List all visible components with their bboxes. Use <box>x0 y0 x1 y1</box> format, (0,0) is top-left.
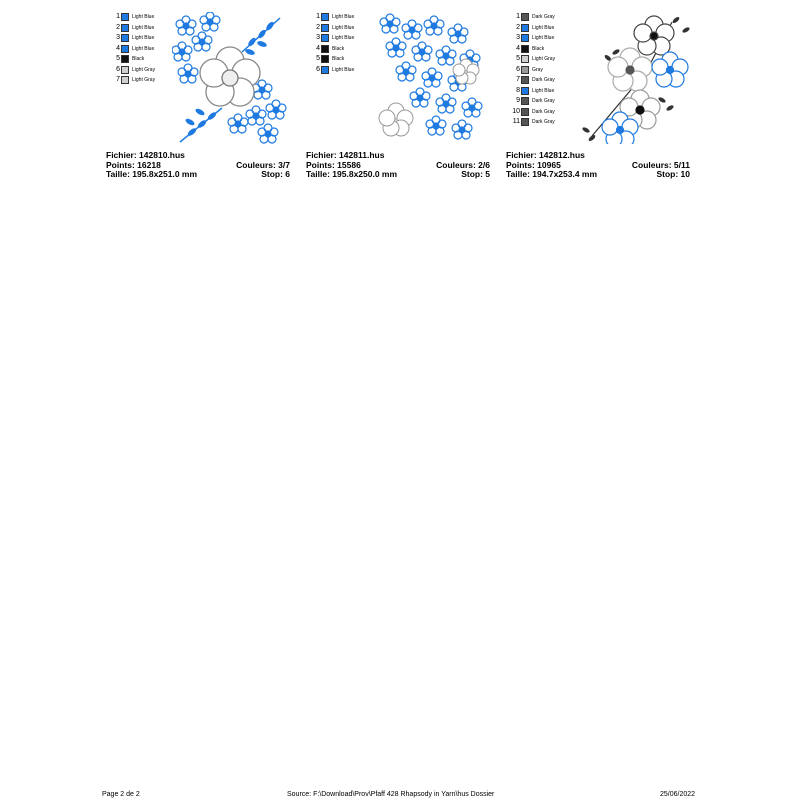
design-card-2 <box>306 12 496 182</box>
thread-number: 8 <box>516 86 520 94</box>
embroidery-preview-image <box>572 12 692 144</box>
thread-color-swatch <box>521 97 529 105</box>
thread-color-swatch <box>521 118 529 126</box>
design-info <box>506 151 690 180</box>
thread-row <box>310 54 380 65</box>
points-count: Points: 15586 <box>306 159 361 170</box>
points-count: Points: 16218 <box>106 159 161 170</box>
thread-color-name: Dark Gray <box>532 77 555 84</box>
thread-row <box>110 12 180 23</box>
thread-color-swatch <box>521 34 529 42</box>
thread-row <box>110 33 180 44</box>
thread-color-swatch <box>321 34 329 42</box>
thread-color-name: Dark Gray <box>532 98 555 105</box>
embroidery-preview-image <box>172 12 292 144</box>
thread-color-swatch <box>521 76 529 84</box>
stop-count: Stop: 5 <box>461 169 490 179</box>
thread-color-swatch <box>321 66 329 74</box>
thread-color-swatch <box>521 108 529 116</box>
design-size: Taille: 195.8x250.0 mm <box>306 169 398 179</box>
thread-number: 5 <box>316 55 320 63</box>
thread-color-name: Gray <box>532 66 543 73</box>
thread-number: 6 <box>516 65 520 73</box>
thread-number: 2 <box>116 23 120 31</box>
thread-row <box>310 65 380 76</box>
thread-row <box>110 44 180 55</box>
thread-row <box>510 86 580 97</box>
file-name: Fichier: 142812.hus <box>506 150 585 160</box>
thread-color-name: Black <box>132 56 145 63</box>
colors-count: Couleurs: 2/6 <box>436 159 490 170</box>
thread-color-swatch <box>121 55 129 63</box>
thread-color-name: Black <box>532 45 545 52</box>
thread-color-swatch <box>321 55 329 63</box>
thread-color-swatch <box>121 45 129 53</box>
design-card-1 <box>106 12 296 182</box>
file-name: Fichier: 142811.hus <box>306 150 385 160</box>
design-size: Taille: 194.7x253.4 mm <box>506 169 598 179</box>
thread-color-name: Light Blue <box>132 45 155 52</box>
thread-color-name: Dark Gray <box>532 119 555 126</box>
thread-number: 10 <box>512 107 520 115</box>
thread-number: 5 <box>116 55 120 63</box>
thread-color-name: Light Blue <box>332 35 355 42</box>
thread-color-name: Light Blue <box>532 35 555 42</box>
thread-row <box>110 23 180 34</box>
thread-color-name: Light Blue <box>332 66 355 73</box>
stop-count: Stop: 10 <box>656 169 690 179</box>
thread-color-name: Light Gray <box>132 66 156 73</box>
thread-color-name: Light Blue <box>132 14 155 21</box>
thread-color-name: Light Blue <box>332 24 355 31</box>
thread-row <box>510 107 580 118</box>
thread-color-swatch <box>521 45 529 53</box>
thread-row <box>110 75 180 86</box>
thread-color-swatch <box>521 66 529 74</box>
thread-row <box>510 12 580 23</box>
source-path: Source: F:\Download\Prov\Pfaff 428 Rhapsody in Yarn\hus Dossier <box>287 791 495 798</box>
thread-row <box>510 75 580 86</box>
thread-color-swatch <box>121 66 129 74</box>
thread-row <box>510 65 580 76</box>
thread-color-swatch <box>121 24 129 32</box>
thread-number: 9 <box>516 97 520 105</box>
colors-count: Couleurs: 3/7 <box>236 159 290 170</box>
thread-number: 2 <box>516 23 520 31</box>
thread-row <box>110 54 180 65</box>
thread-color-name: Dark Gray <box>532 14 555 21</box>
design-size: Taille: 195.8x251.0 mm <box>106 169 198 179</box>
thread-color-swatch <box>321 45 329 53</box>
thread-row <box>310 23 380 34</box>
thread-color-swatch <box>321 13 329 21</box>
thread-row <box>510 54 580 65</box>
thread-color-swatch <box>121 76 129 84</box>
print-date: 25/06/2022 <box>660 791 696 798</box>
thread-color-swatch <box>521 13 529 21</box>
thread-number: 3 <box>316 34 320 42</box>
thread-color-name: Dark Gray <box>532 108 555 115</box>
design-info <box>306 151 490 180</box>
thread-number: 4 <box>316 44 320 52</box>
thread-row <box>310 44 380 55</box>
thread-number: 3 <box>516 34 520 42</box>
thread-number: 7 <box>116 76 120 84</box>
thread-number: 1 <box>316 13 320 21</box>
thread-color-name: Light Gray <box>132 77 156 84</box>
thread-number: 2 <box>316 23 320 31</box>
thread-number: 4 <box>116 44 120 52</box>
thread-color-swatch <box>321 24 329 32</box>
file-name: Fichier: 142810.hus <box>106 150 185 160</box>
thread-row <box>510 117 580 128</box>
thread-number: 6 <box>116 65 120 73</box>
thread-number: 3 <box>116 34 120 42</box>
page-number: Page 2 de 2 <box>102 791 140 798</box>
thread-color-name: Black <box>332 56 345 63</box>
thread-row <box>510 96 580 107</box>
thread-color-name: Black <box>332 45 345 52</box>
colors-count: Couleurs: 5/11 <box>631 159 690 170</box>
thread-row <box>510 23 580 34</box>
thread-number: 4 <box>516 44 520 52</box>
thread-number: 1 <box>116 13 120 21</box>
thread-color-swatch <box>121 34 129 42</box>
thread-color-swatch <box>121 13 129 21</box>
thread-color-name: Light Blue <box>532 87 555 94</box>
thread-number: 11 <box>512 118 520 126</box>
thread-row <box>310 12 380 23</box>
thread-row <box>110 65 180 76</box>
stop-count: Stop: 6 <box>261 169 290 179</box>
thread-color-swatch <box>521 24 529 32</box>
thread-color-name: Light Blue <box>132 35 155 42</box>
thread-palette <box>310 12 380 75</box>
embroidery-preview-image <box>372 12 492 144</box>
thread-number: 7 <box>516 76 520 84</box>
thread-row <box>510 44 580 55</box>
thread-number: 1 <box>516 13 520 21</box>
thread-number: 6 <box>316 65 320 73</box>
thread-color-swatch <box>521 55 529 63</box>
thread-color-name: Light Blue <box>532 24 555 31</box>
thread-palette <box>110 12 180 86</box>
thread-number: 5 <box>516 55 520 63</box>
design-info <box>106 151 290 180</box>
points-count: Points: 10965 <box>506 159 561 170</box>
thread-row <box>510 33 580 44</box>
thread-color-name: Light Blue <box>332 14 355 21</box>
thread-color-name: Light Blue <box>132 24 155 31</box>
thread-color-name: Light Gray <box>532 56 556 63</box>
thread-row <box>310 33 380 44</box>
design-card-3 <box>506 12 696 182</box>
thread-palette <box>510 12 580 128</box>
thread-color-swatch <box>521 87 529 95</box>
